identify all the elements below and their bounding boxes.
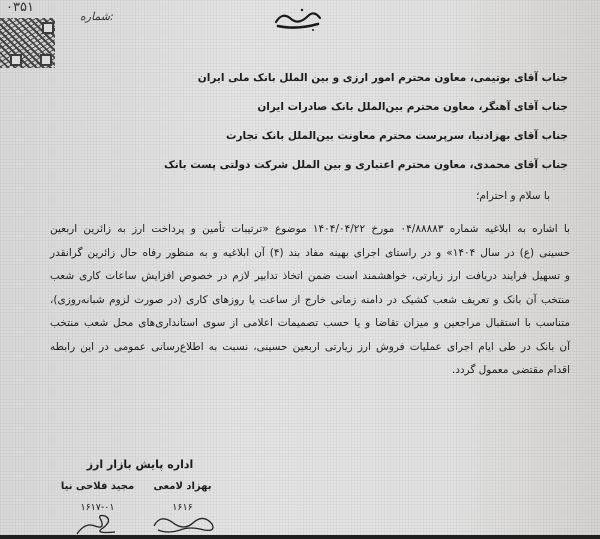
signature-icon bbox=[75, 512, 125, 535]
signer-name: مجید فلاحی نیا bbox=[60, 481, 135, 492]
body-line: آن بانک در طی ایام اجرای عملیات فروش ارز زیارتی اربعین حسینی، نسبت به اطلاع‌رسانی عمومی در این رابطه bbox=[50, 340, 570, 353]
signature-block bbox=[60, 458, 220, 513]
signer bbox=[60, 481, 135, 513]
signer-code: ۱۶۱۶ bbox=[172, 502, 193, 513]
body-line: و تسهیل فرایند دریافت ارز زیارتی، خواهشمند است ضمن اتخاذ تدابیر لازم در خصوص افزایش ساعات کاری شعب bbox=[50, 270, 570, 282]
body-line: با اشاره به ابلاغیه شماره ۰۴/۸۸۸۸۳ مورخ ۱۴۰۴/۰۴/۲۲ موضوع «ترتیبات تأمین و پرداخت ارز به زائرین اربعین bbox=[50, 223, 570, 235]
signer bbox=[145, 481, 220, 513]
letter-number: ۰۳۵۱ bbox=[6, 0, 34, 15]
number-label: شماره: bbox=[80, 10, 114, 23]
letter-body bbox=[50, 218, 570, 383]
body-line: منتخب آن بانک و تعریف شعب کشیک در دامنه زمانی خارج از ساعت یا روزهای کاری (در صورت لزوم شبانه‌روزی)، bbox=[50, 293, 570, 306]
bismillah-logo-icon bbox=[268, 4, 328, 32]
signature-icon bbox=[150, 512, 220, 535]
body-line: متناسب با استقبال مراجعین و میزان تقاضا و یا حسب تصمیمات اعلامی از سوی استانداری‌های محل شعب منتخب bbox=[50, 317, 570, 329]
body-line: اقدام مقتضی معمول گردد. bbox=[451, 364, 570, 376]
recipient-line: جناب آقای بهزادنیا، سرپرست محترم معاونت بین‌الملل بانک تجارت bbox=[225, 130, 568, 142]
recipients-list bbox=[164, 64, 568, 180]
department-name: اداره پایش بازار ارز bbox=[86, 458, 194, 471]
recipient-line: جناب آقای محمدی، معاون محترم اعتباری و بین الملل شرکت دولتی پست بانک bbox=[163, 159, 568, 171]
signer-name: بهزاد لامعی bbox=[153, 481, 212, 492]
recipient-line: جناب آقای بوتیمی، معاون محترم امور ارزی و بین الملل بانک ملی ایران bbox=[197, 72, 568, 84]
bottom-edge bbox=[0, 535, 600, 539]
recipient-line: جناب آقای آهنگر، معاون محترم بین‌الملل بانک صادرات ایران bbox=[257, 101, 568, 113]
greeting: با سلام و احترام؛ bbox=[476, 190, 550, 202]
body-line: حسینی (ع) در سال ۱۴۰۴» و در راستای اجرای بهینه مفاد بند (۴) آن ابلاغیه و به منظور رفاه حال زائرین گرانقدر bbox=[50, 246, 571, 259]
qr-code-icon bbox=[0, 18, 55, 68]
signer-code: ۱۶۱۷-۰۱ bbox=[80, 502, 115, 513]
